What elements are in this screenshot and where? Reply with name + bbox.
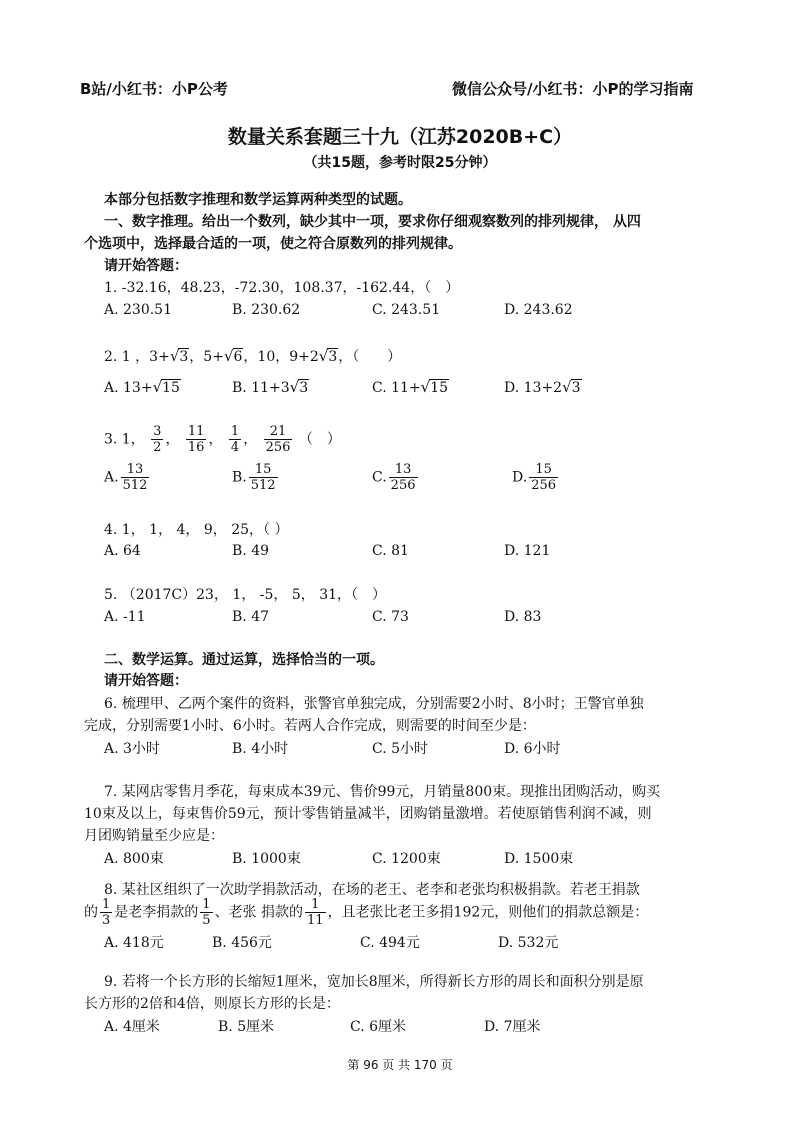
q4-stem: 4. 1， 1， 4， 9， 25，（ ） xyxy=(104,522,289,538)
q2-option-b: B. 11+3√3 xyxy=(232,378,309,396)
q7-option-b: B. 1000束 xyxy=(232,851,301,867)
q6-option-c: C. 5小时 xyxy=(372,741,429,757)
q7-stem-line3: 月团购销量至少应是： xyxy=(84,828,224,844)
q8-option-c: C. 494元 xyxy=(360,935,420,951)
q9-option-a: A. 4厘米 xyxy=(104,1019,160,1035)
section1-heading: 一、数字推理。给出一个数列，缺少其中一项，要求你仔细观察数列的排列规律， 从四 xyxy=(104,214,641,230)
q2-stem xyxy=(104,346,401,367)
q1-option-c: C. 243.51 xyxy=(372,302,441,318)
q7-stem-line2: 10束及以上，每束售价59元，预计零售销量减半，团购销量激增。若使原销售利润不减，则 xyxy=(84,806,652,822)
q9-stem-line1: 9. 若将一个长方形的长缩短1厘米，宽加长8厘米，所得新长方形的周长和面积分别是原 xyxy=(104,974,644,990)
q4-option-a: A. 64 xyxy=(104,543,141,559)
q5-option-b: B. 47 xyxy=(232,609,270,625)
q9-option-c: C. 6厘米 xyxy=(350,1019,407,1035)
section1-heading-cont: 个选项中，选择最合适的一项，使之符合原数列的排列规律。 xyxy=(84,236,462,252)
fraction: $\frac{1}{11}$ xyxy=(307,897,324,928)
q9-stem-line2: 长方形的2倍和4倍，则原长方形的长是： xyxy=(84,996,340,1012)
sqrt-symbol: √3 xyxy=(318,347,338,365)
q8-option-b: B. 456元 xyxy=(212,935,272,951)
q1-option-a: A. 230.51 xyxy=(104,302,172,318)
q5-option-c: C. 73 xyxy=(372,609,409,625)
q6-option-b: B. 4小时 xyxy=(232,741,289,757)
q2-stem-part1: 2. 1 ，3+ xyxy=(104,349,170,365)
q6-stem-line2: 完成，分别需要1小时、6小时。若两人合作完成，则需要的时间至少是： xyxy=(84,718,536,734)
q3-option-d: D. $\frac{15}{256}$ xyxy=(512,462,557,493)
q6-stem-line1: 6. 梳理甲、乙两个案件的资料，张警官单独完成，分别需要2小时、8小时；王警官单独 xyxy=(104,696,644,712)
q4-option-b: B. 49 xyxy=(232,543,270,559)
q4-option-c: C. 81 xyxy=(372,543,409,559)
q9-option-d: D. 7厘米 xyxy=(484,1019,541,1035)
section2-heading: 二、数学运算。通过运算，选择恰当的一项。 xyxy=(104,652,384,668)
q6-option-d: D. 6小时 xyxy=(504,741,561,757)
page-number: 第 96 页 共 170 页 xyxy=(347,1058,453,1072)
q4-option-d: D. 121 xyxy=(504,543,551,559)
fraction: $\frac{1}{4}$ xyxy=(230,424,240,455)
fraction: $\frac{3}{2}$ xyxy=(153,424,162,455)
q7-option-c: C. 1200束 xyxy=(372,851,441,867)
q3-option-a: A. $\frac{13}{512}$ xyxy=(104,462,148,493)
header-right: 微信公众号/小红书：小P的学习指南 xyxy=(452,80,694,98)
q2-option-c: C. 11+√15 xyxy=(372,378,449,396)
q1-stem: 1. -32.16，48.23，-72.30，108.37，-162.44，（ ） xyxy=(104,280,460,296)
q5-option-a: A. -11 xyxy=(104,609,146,625)
q5-option-d: D. 83 xyxy=(504,609,542,625)
sqrt-symbol: √6 xyxy=(223,347,243,365)
q2-stem-part2: ，5+ xyxy=(189,349,224,365)
q2-option-a: A. 13+√15 xyxy=(104,378,180,396)
start-prompt-1: 请开始答题： xyxy=(104,258,188,274)
q7-stem-line1: 7. 某网店零售月季花，每束成本39元、售价99元，月销量800束。现推出团购活动，购买 xyxy=(104,784,661,800)
q2-stem-part3: ，10，9+2 xyxy=(243,349,319,365)
header-left: B站/小红书：小P公考 xyxy=(80,80,228,98)
q5-stem: 5. （2017C）23， 1， -5， 5， 31，（ ） xyxy=(104,587,387,603)
q6-option-a: A. 3小时 xyxy=(104,741,160,757)
q2-stem-part4: ，（ ） xyxy=(338,349,402,365)
page-subtitle: （共15题，参考时限25分钟） xyxy=(303,155,497,171)
q8-stem-line1: 8. 某社区组织了一次助学捐款活动，在场的老王、老李和老张均积极捐款。若老王捐款 xyxy=(104,882,640,898)
start-prompt-2: 请开始答题： xyxy=(104,673,188,689)
q1-option-d: D. 243.62 xyxy=(504,302,573,318)
q8-stem-line2: 的 $\frac{1}{3}$ 是老李捐款的 $\frac{1}{5}$ 、老张 捐款的 $\frac{1}{11}$ ，且老张比老王多捐192元，则他们的捐款总额是： xyxy=(84,897,649,928)
fraction: $\frac{1}{3}$ xyxy=(102,897,111,928)
q9-option-b: B. 5厘米 xyxy=(218,1019,275,1035)
fraction: $\frac{1}{5}$ xyxy=(202,897,211,928)
intro-line: 本部分包括数字推理和数学运算两种类型的试题。 xyxy=(104,192,412,208)
q8-option-a: A. 418元 xyxy=(104,935,164,951)
q7-option-a: A. 800束 xyxy=(104,851,164,867)
q3-stem: 3. 1， $\frac{3}{2}$ ， $\frac{11}{16}$ ， $\frac{1}{4}$ ， $\frac{21}{256}$ （ ） xyxy=(104,424,341,455)
q8-option-d: D. 532元 xyxy=(498,935,559,951)
fraction: $\frac{21}{256}$ xyxy=(265,424,291,455)
q7-option-d: D. 1500束 xyxy=(504,851,574,867)
fraction: $\frac{11}{16}$ xyxy=(187,424,205,455)
q3-stem-start: 3. 1， xyxy=(104,431,145,448)
page-title: 数量关系套题三十九（江苏2020B+C） xyxy=(227,126,573,148)
sqrt-symbol: √3 xyxy=(169,347,189,365)
q3-stem-tail: （ ） xyxy=(298,431,341,448)
q3-option-b: B. $\frac{15}{512}$ xyxy=(232,462,276,493)
q3-option-c: C. $\frac{13}{256}$ xyxy=(372,462,416,493)
q1-option-b: B. 230.62 xyxy=(232,302,301,318)
q2-option-d: D. 13+2√3 xyxy=(504,378,581,396)
